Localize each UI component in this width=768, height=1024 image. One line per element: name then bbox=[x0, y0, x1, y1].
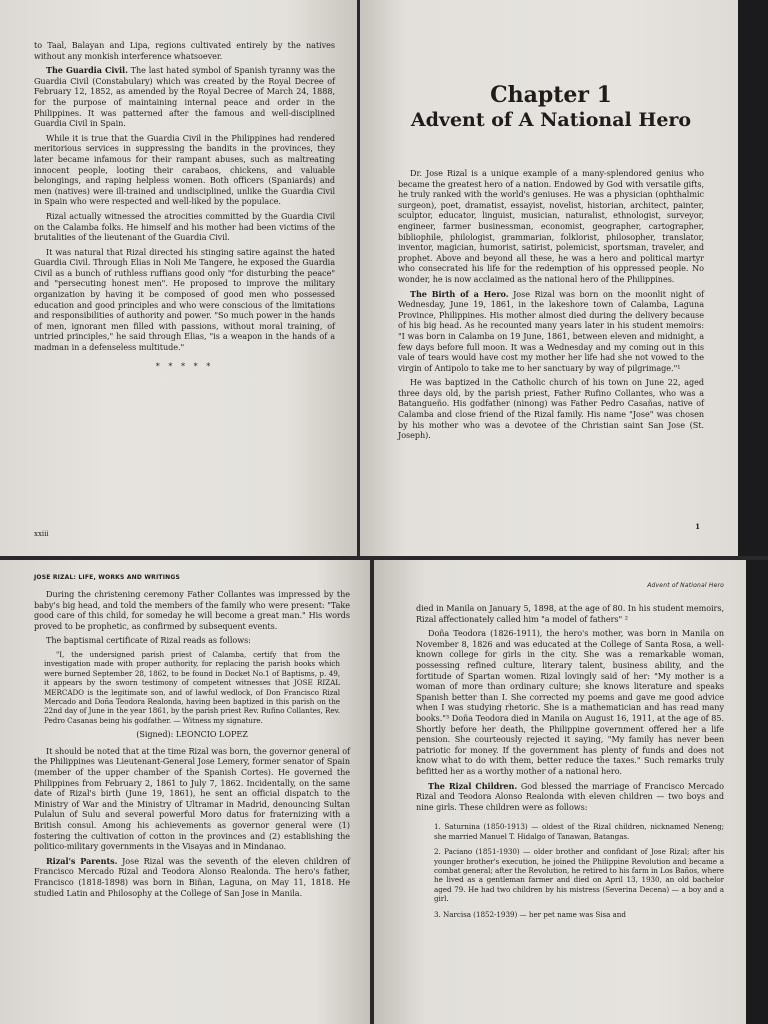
paragraph-text: to Taal, Balayan and Lipa, regions cultivated entirely by the natives without any monkish interference whatsoever. bbox=[34, 40, 335, 61]
chapter-label: Chapter 1 bbox=[490, 82, 612, 108]
list-item: 2. Paciano (1851-1930) — older brother and confidant of Jose Rizal; after his younger brother's execution, he joined the Philippine Revolution and became a combat general; after the Revolution, he retired to his farm in Los Baños, where he lived as a gentleman farmer and died on April 13, 1930, an old bachelor aged 79. He had two children by his mistress (Severina Decena) — a boy and a girl. bbox=[434, 847, 724, 904]
paragraph-lead-heading: The Guardia Civil. bbox=[46, 65, 128, 76]
paragraph bbox=[34, 589, 350, 631]
paragraph-lead-heading: The Birth of a Hero. bbox=[410, 288, 509, 299]
paragraph-text: He was baptized in the Catholic church of his town on June 22, aged three days old, by the parish priest, Father Rufino Collantes, who was a Batangueño. His godfather (ninong) was Father Pedro Casañas, native of Calamba and close friend of the Rizal family. His name "Jose" was chosen by his mother who was a devotee of the Christian saint San Jose (St. Joseph). bbox=[398, 377, 704, 441]
page-body bbox=[398, 168, 704, 441]
paragraph-text: The baptismal certificate of Rizal reads as follows: bbox=[46, 635, 251, 646]
page-number: 1 bbox=[695, 522, 700, 531]
paragraph bbox=[34, 40, 335, 61]
section-separator: * * * * * bbox=[155, 360, 214, 371]
paragraph-text: The last hated symbol of Spanish tyranny was the Guardia Civil (Constabulary) which was created by the Royal Decree of February 12, 1852, as amended by the Royal Decree of March 24, 1888, for the purpose of maintaining internal peace and order in the Philippines. It was patterned after the famous and well-disciplined Guardia Civil in Spain. bbox=[34, 65, 336, 129]
certificate-signature: (Signed): LEONCIO LOPEZ bbox=[136, 729, 248, 740]
paragraph bbox=[416, 628, 724, 776]
paragraph-text: Jose Rizal was born on the moonlit night of Wednesday, June 19, 1861, in the lakeshore town of Calamba, Laguna Province, Philippines. His mother almost died during the delivery because of his big head. As he recounted many years later in his student memoirs: "I was born in Calamba on 19 June, 1861, between eleven and midnight, a few days before full moon. It was a Wednesday and my coming out in this vale of tears would have cost my mother her life had she not vowed to the virgin of Antipolo to take me to her sanctuary by way of pilgrimage."¹ bbox=[398, 288, 704, 373]
paragraph-text: Rizal actually witnessed the atrocities committed by the Guardia Civil on the Calamba folks. He himself and his mother had been victims of the brutalities of the lieutenant of the Guardia Civil. bbox=[34, 210, 335, 243]
list-item: 3. Narcisa (1852-1939) — her pet name was Sisa and bbox=[434, 909, 626, 919]
children-list bbox=[416, 822, 724, 919]
paragraph-lead-heading: The Rizal Children. bbox=[428, 780, 518, 791]
page-body bbox=[34, 40, 335, 353]
page-2 bbox=[0, 560, 370, 1024]
paragraph-text: It should be noted that at the time Rizal was born, the governor general of the Philippines was Lieutenant-General Jose Lemery, former senator of Spain (member of the upper chamber of the Spanish Cortes). He governed the Philippines from February 2, 1861 to July 7, 1862. Incidentally, on the same date of Rizal's birth (June 19, 1861), he sent an official dispatch to the Ministry of War and the Ministry of Ultramar in Madrid, denouncing Sultan Pulalun of Sulu and several powerful Moro datus for fraternizing with a British consul. Among his achievements as governor general were (1) fostering the cultivation of cotton in the provinces and (2) establishing the politico-military governments in the Visayas and in Mindanao. bbox=[34, 745, 350, 852]
paragraph-text: Jose Rizal was the seventh of the eleven children of Francisco Mercado Rizal and Teodora Alonso Realonda. The hero's father, Francisco (1818-1898) was born in Biñan, Laguna, on May 11, 1818. He studied Latin and Philosophy at the College of San Jose in Manila. bbox=[34, 855, 351, 898]
page-3 bbox=[374, 560, 746, 1024]
paragraph bbox=[398, 289, 704, 374]
running-head: JOSE RIZAL: LIFE, WORKS AND WRITINGS bbox=[34, 574, 181, 581]
paragraph bbox=[34, 746, 350, 852]
page-body bbox=[34, 589, 350, 646]
paragraph-text: During the christening ceremony Father Collantes was impressed by the baby's big head, and told the members of the family who were present: "Take good care of this child, for someday he will become a great man." His words proved to be prophetic, as confirmed by subsequent events. bbox=[34, 589, 350, 631]
running-head: Advent of National Hero bbox=[647, 582, 724, 589]
paragraph bbox=[34, 211, 335, 243]
page-1 bbox=[360, 0, 738, 556]
chapter-title: Advent of A National Hero bbox=[410, 109, 692, 131]
paragraph bbox=[398, 377, 704, 441]
paragraph-text: died in Manila on January 5, 1898, at the age of 80. In his student memoirs, Rizal affectionately called him "a model of fathers" ² bbox=[416, 603, 724, 624]
paragraph bbox=[34, 635, 350, 646]
paragraph bbox=[416, 781, 724, 813]
paragraph-lead-heading: Rizal's Parents. bbox=[46, 855, 118, 866]
list-item: 1. Saturnina (1850-1913) — oldest of the Rizal children, nicknamed Neneng; she married Manuel T. Hidalgo of Tanawan, Batangas. bbox=[434, 822, 724, 841]
paragraph bbox=[416, 603, 724, 624]
paragraph-text: While it is true that the Guardia Civil in the Philippines had rendered meritorious services in suppressing the bandits in the provinces, they later became infamous for their rampant abuses, such as maltreating innocent people, looting their carabaos, chickens, and valuable belongings, and raping helpless women. Both officers (Spaniards) and men (natives) were ill-trained and undisciplined, unlike the Guardia Civil in Spain who were respected and well-liked by the populace. bbox=[34, 132, 335, 207]
page-body bbox=[416, 603, 724, 812]
baptismal-certificate-quote: "I, the undersigned parish priest of Calamba, certify that from the investigation made with proper authority, for replacing the parish books which were burned September 28, 1862, to be found in Docket No.1 of Baptisms, p. 49, it appears by the sworn testimony of competent witnesses that JOSE RIZAL MERCADO is the legitimate son, and of lawful wedlock, of Don Francisco Rizal Mercado and Doña Teodora Realonda, having been baptized in this parish on the 22nd day of June in the year 1861, by the parish priest Rev. Rufino Collantes, Rev. Pedro Casanas being his godfather. — Witness my signature. bbox=[44, 649, 340, 725]
page-xxiii bbox=[0, 0, 357, 556]
paragraph bbox=[34, 133, 335, 207]
paragraph-text: God blessed the marriage of Francisco Mercado Rizal and Teodora Alonso Realonda with eleven children — two boys and nine girls. These children were as follows: bbox=[416, 780, 724, 812]
paragraph bbox=[34, 856, 350, 898]
paragraph bbox=[34, 65, 335, 129]
paragraph bbox=[34, 247, 335, 353]
page-number: xxiii bbox=[34, 530, 49, 538]
page-body bbox=[34, 746, 350, 898]
paragraph-text: Doña Teodora (1826-1911), the hero's mother, was born in Manila on November 8, 1826 and was educated at the College of Santa Rosa, a well-known college for girls in the city. She was a remarkable woman, possessing refined culture, literary talent, business ability, and the fortitude of Spartan women. Rizal lovingly said of her: "My mother is a woman of more than ordinary culture; she knows literature and speaks Spanish better than I. She corrected my poems and gave me good advice when I was studying rhetoric. She is a mathematician and has read many books."³ Doña Teodora died in Manila on August 16, 1911, at the age of 85. Shortly before her death, the Philippine government offered her a life pension. She courteously rejected it saying, "My family has never been patriotic for money. If the government has plenty of funds and does not know what to do with them, better reduce the taxes." Such remarks truly befitted her as a worthy mother of a national hero. bbox=[416, 628, 724, 776]
paragraph-text: Dr. Jose Rizal is a unique example of a many-splendored genius who became the greatest hero of a nation. Endowed by God with versatile gifts, he truly ranked with the world's geniuses. He was a physician (ophthalmic surgeon), poet, dramatist, essayist, novelist, historian, architect, painter, sculptor, educator, linguist, musician, naturalist, ethnologist, surveyor, engineer, farmer businessman, economist, geographer, cartographer, bibliophile, philologist, grammarian, folklorist, philosopher, translator, inventor, magician, humorist, satirist, polemicist, sportsman, traveler, and prophet. Above and beyond all these, he was a hero and political martyr who consecrated his life for the redemption of his oppressed people. No wonder, he is now acclaimed as the national hero of the Philippines. bbox=[398, 168, 704, 284]
paragraph bbox=[398, 168, 704, 285]
paragraph-text: It was natural that Rizal directed his stinging satire against the hated Guardia Civil. Through Elias in Noli Me Tangere, he exposed the Guardia Civil as a bunch of ruthless ruffians good only "for disturbing the peace" and "persecuting honest men". He proposed to improve the military organization by having it be composed of good men who possessed education and good principles and who were conscious of the limitations and responsibilities of authority and power. "So much power in the hands of men, ignorant men filled with passions, without moral training, of untried principles," he said through Elias, "is a weapon in the hands of a madman in a defenseless multitude." bbox=[34, 246, 335, 353]
